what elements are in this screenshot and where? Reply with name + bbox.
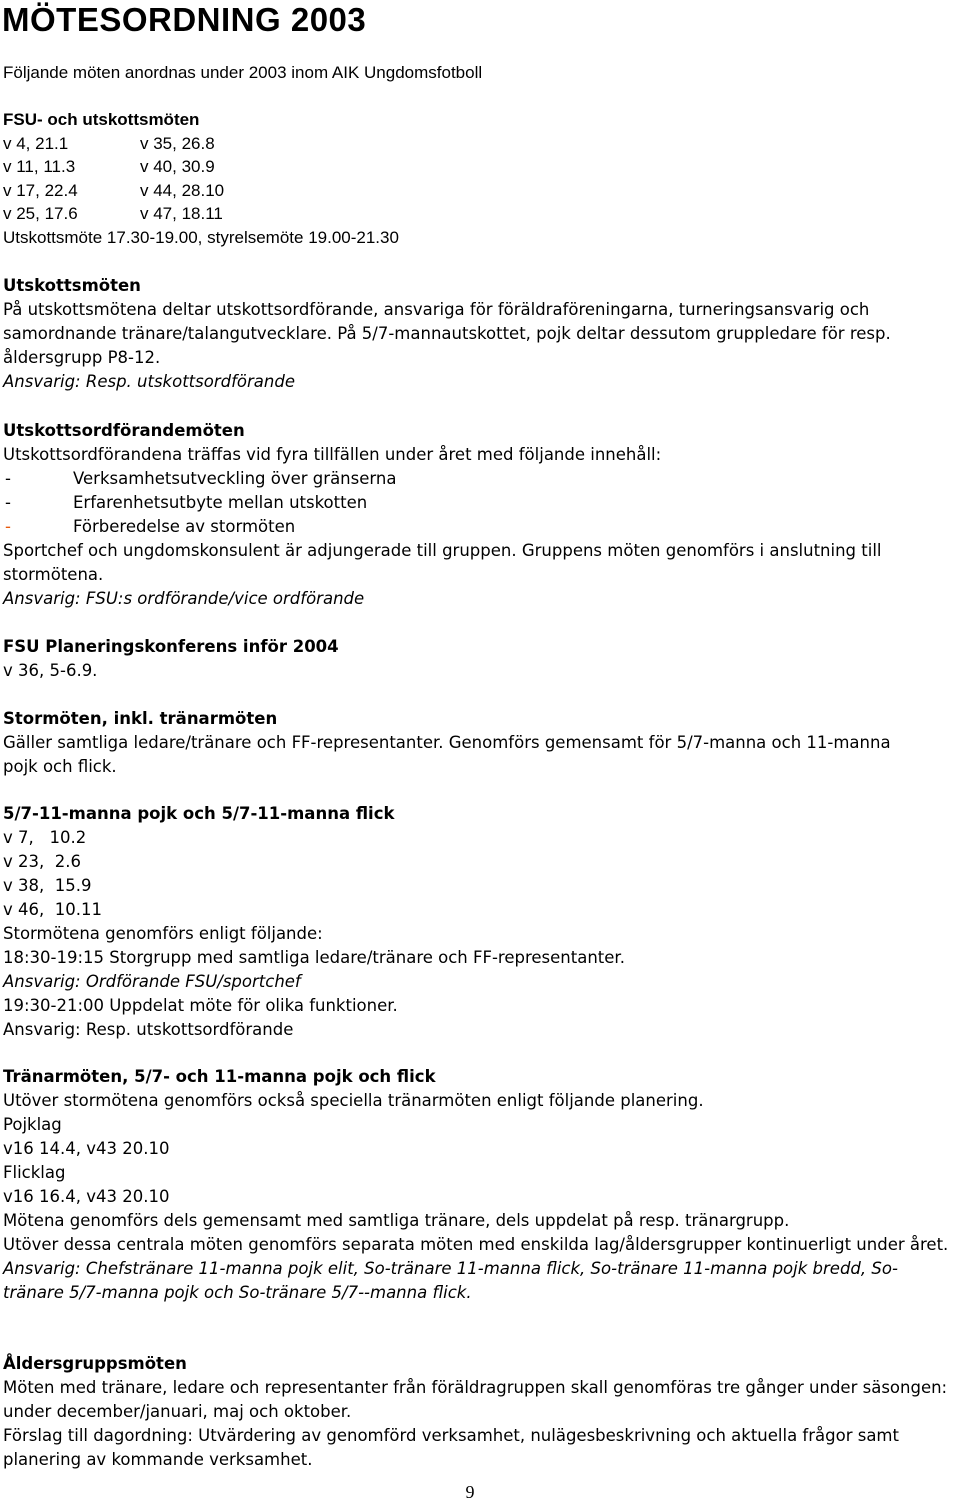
- manna-responsible: Ansvarig: Ordförande FSU/sportchef: [3, 972, 301, 991]
- page-number: 9: [465, 1482, 475, 1502]
- ordf-heading: Utskottsordförandemöten: [3, 421, 245, 440]
- intro-text: Följande möten anordnas under 2003 inom AIK Ungdomsfotboll: [3, 63, 483, 82]
- storm-text: Gäller samtliga ledare/tränare och FF-representanter. Genomförs gemensamt för 5/7-manna och 11-manna pojk och flick.: [3, 733, 891, 776]
- list-item: - Erfarenhetsutbyte mellan utskotten: [5, 493, 368, 512]
- manna-section: [3, 802, 952, 1042]
- ordf-text2: Sportchef och ungdomskonsulent är adjungerade till gruppen. Gruppens möten genomförs i anslutning till stormötena.: [3, 541, 882, 584]
- tranar-heading: Tränarmöten, 5/7- och 11-manna pojk och flick: [3, 1067, 436, 1086]
- tranar-line: Utöver stormötena genomförs också speciella tränarmöten enligt följande planering.: [3, 1091, 704, 1110]
- fsu-row: v 17, 22.4 v 44, 28.10: [3, 180, 225, 200]
- manna-date: v 38, 15.9: [3, 876, 92, 895]
- intro-section: [3, 61, 952, 85]
- fsu-row: v 4, 21.1 v 35, 26.8: [3, 133, 215, 153]
- manna-line: 18:30-19:15 Storgrupp med samtliga ledare/tränare och FF-representanter.: [3, 948, 625, 967]
- utskott-responsible: Ansvarig: Resp. utskottsordförande: [3, 372, 295, 391]
- list-item: - Förberedelse av stormöten: [5, 517, 296, 536]
- storm-section: [3, 707, 952, 779]
- utskott-heading: Utskottsmöten: [3, 276, 141, 295]
- ordf-section: [3, 419, 952, 611]
- plan-text: v 36, 5-6.9.: [3, 661, 98, 680]
- alder-text2: Förslag till dagordning: Utvärdering av genomförd verksamhet, nulägesbeskrivning och aktuella frågor samt planering av kommande verksamhet.: [3, 1426, 899, 1469]
- tranar-line: Utöver dessa centrala möten genomförs separata möten med enskilda lag/åldersgrupper kontinuerligt under året.: [3, 1235, 949, 1254]
- plan-heading: FSU Planeringskonferens inför 2004: [3, 637, 339, 656]
- manna-date: v 7, 10.2: [3, 828, 87, 847]
- fsu-row: v 11, 11.3 v 40, 30.9: [3, 157, 215, 176]
- fsu-row: v 25, 17.6 v 47, 18.11: [3, 204, 223, 223]
- utskott-section: [3, 274, 952, 394]
- fsu-section: [3, 108, 952, 249]
- tranar-line: Pojklag: [3, 1115, 62, 1134]
- manna-heading: 5/7-11-manna pojk och 5/7-11-manna flick: [3, 804, 395, 823]
- tranar-line: v16 14.4, v43 20.10: [3, 1139, 170, 1158]
- manna-date: v 46, 10.11: [3, 900, 102, 919]
- storm-heading: Stormöten, inkl. tränarmöten: [3, 709, 278, 728]
- manna-line: Stormötena genomförs enligt följande:: [3, 924, 323, 943]
- list-item: - Verksamhetsutveckling över gränserna: [5, 469, 397, 488]
- manna-line: 19:30-21:00 Uppdelat möte för olika funktioner.: [3, 996, 398, 1015]
- utskott-text: På utskottsmötena deltar utskottsordförande, ansvariga för föräldraföreningarna, turneringsansvarig och samordnande tränare/talangutvecklare. På 5/7-mannautskottet, pojk deltar dessutom gruppledare för resp. åldersgrupp P8-12.: [3, 300, 891, 367]
- tranar-line: Flicklag: [3, 1163, 66, 1182]
- ordf-responsible: Ansvarig: FSU:s ordförande/vice ordförande: [3, 589, 365, 608]
- manna-responsible: Ansvarig: Resp. utskottsordförande: [3, 1020, 294, 1039]
- ordf-text: Utskottsordförandena träffas vid fyra tillfällen under året med följande innehåll:: [3, 445, 662, 464]
- tranar-line: v16 16.4, v43 20.10: [3, 1187, 170, 1206]
- alder-section: [3, 1352, 952, 1472]
- manna-date: v 23, 2.6: [3, 852, 81, 871]
- alder-text: Möten med tränare, ledare och representanter från föräldragruppen skall genomföras tre gånger under säsongen: under december/januari, maj och oktober.: [3, 1378, 948, 1421]
- fsu-heading: FSU- och utskottsmöten: [3, 110, 200, 129]
- tranar-section: [3, 1065, 952, 1305]
- tranar-line: Mötena genomförs dels gemensamt med samtliga tränare, dels uppdelat på resp. tränargrupp.: [3, 1211, 790, 1230]
- alder-heading: Åldersgruppsmöten: [3, 1354, 187, 1373]
- fsu-note: Utskottsmöte 17.30-19.00, styrelsemöte 19.00-21.30: [3, 227, 399, 247]
- tranar-responsible: Ansvarig: Chefstränare 11-manna pojk elit, So-tränare 11-manna flick, So-tränare 11-manna pojk bredd, So-tränare 5/7-manna pojk och So-tränare 5/7--manna flick.: [3, 1259, 898, 1302]
- page-title: MÖTESORDNING 2003: [2, 1, 367, 38]
- plan-section: [3, 635, 952, 683]
